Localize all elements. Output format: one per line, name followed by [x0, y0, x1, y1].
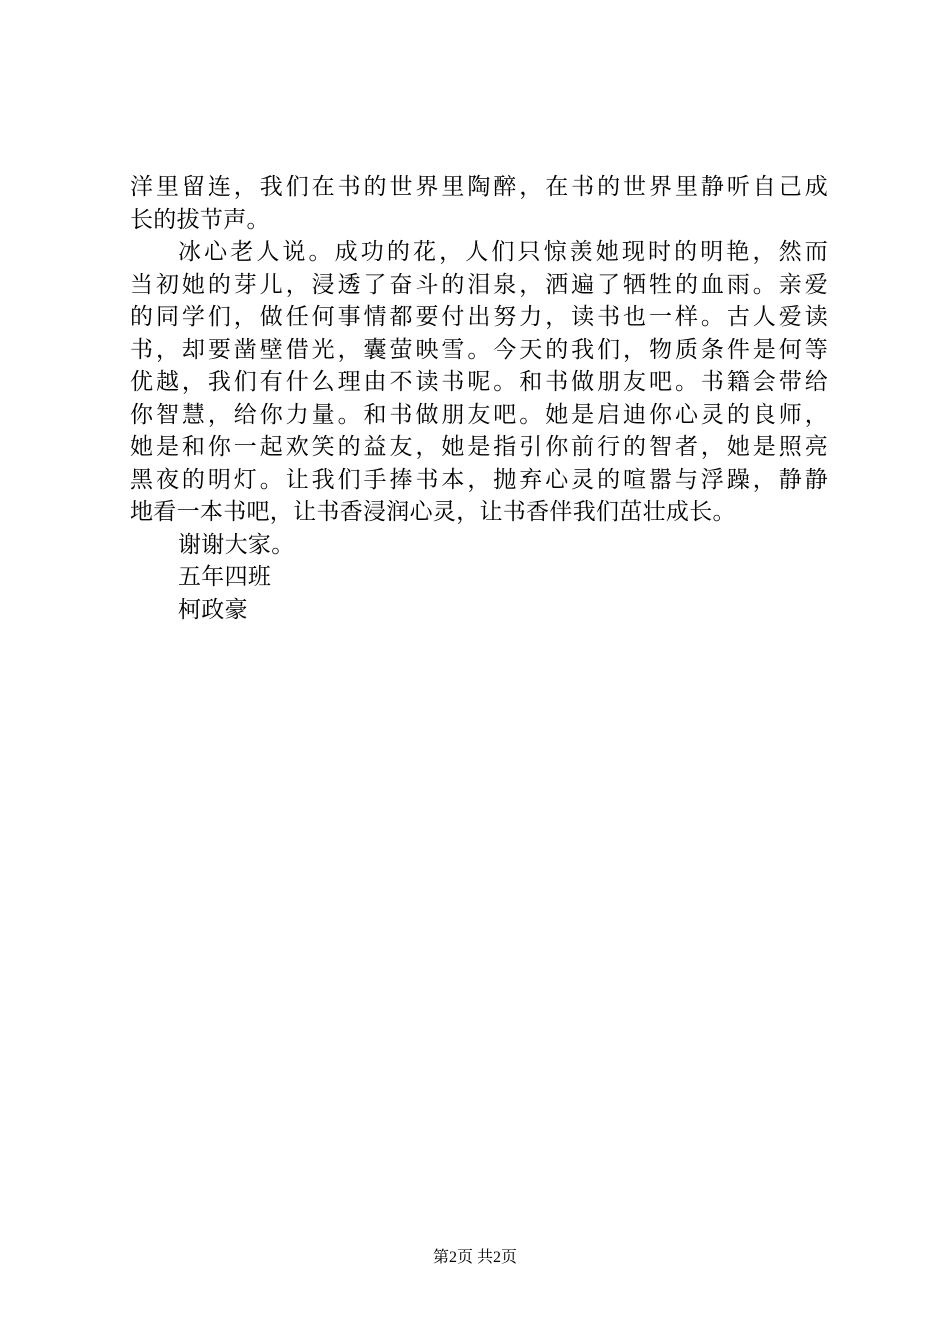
page-number-footer: 第2页 共2页 [432, 1249, 517, 1266]
paragraph-line: 黑夜的明灯。让我们手捧书本，抛弃心灵的喧嚣与浮躁，静静 [130, 466, 828, 493]
paragraph-line: 书，却要凿壁借光，囊萤映雪。今天的我们，物质条件是何等 [130, 336, 828, 363]
paragraph-line: 的同学们，做任何事情都要付出努力，读书也一样。古人爱读 [130, 304, 828, 330]
signature-class: 五年四班 [178, 564, 272, 590]
paragraph-line: 长的拔节声。 [130, 206, 270, 233]
paragraph-line: 冰心老人说。成功的花，人们只惊羡她现时的明艳，然而 [178, 239, 828, 265]
paragraph-line: 地看一本书吧，让书香浸润心灵，让书香伴我们茁壮成长。 [130, 499, 736, 525]
paragraph-line: 优越，我们有什么理由不读书呢。和书做朋友吧。书籍会带给 [130, 369, 828, 395]
document-body [130, 171, 828, 626]
paragraph-line: 洋里留连，我们在书的世界里陶醉，在书的世界里静听自己成 [130, 174, 828, 200]
paragraph-line: 当初她的芽儿，浸透了奋斗的泪泉，洒遍了牺牲的血雨。亲爱 [130, 271, 828, 298]
signature-name: 柯政豪 [178, 596, 248, 623]
paragraph-line: 你智慧，给你力量。和书做朋友吧。她是启迪你心灵的良师， [130, 401, 828, 428]
paragraph-line: 她是和你一起欢笑的益友，她是指引你前行的智者，她是照亮 [130, 434, 828, 460]
closing-thanks: 谢谢大家。 [178, 531, 295, 558]
